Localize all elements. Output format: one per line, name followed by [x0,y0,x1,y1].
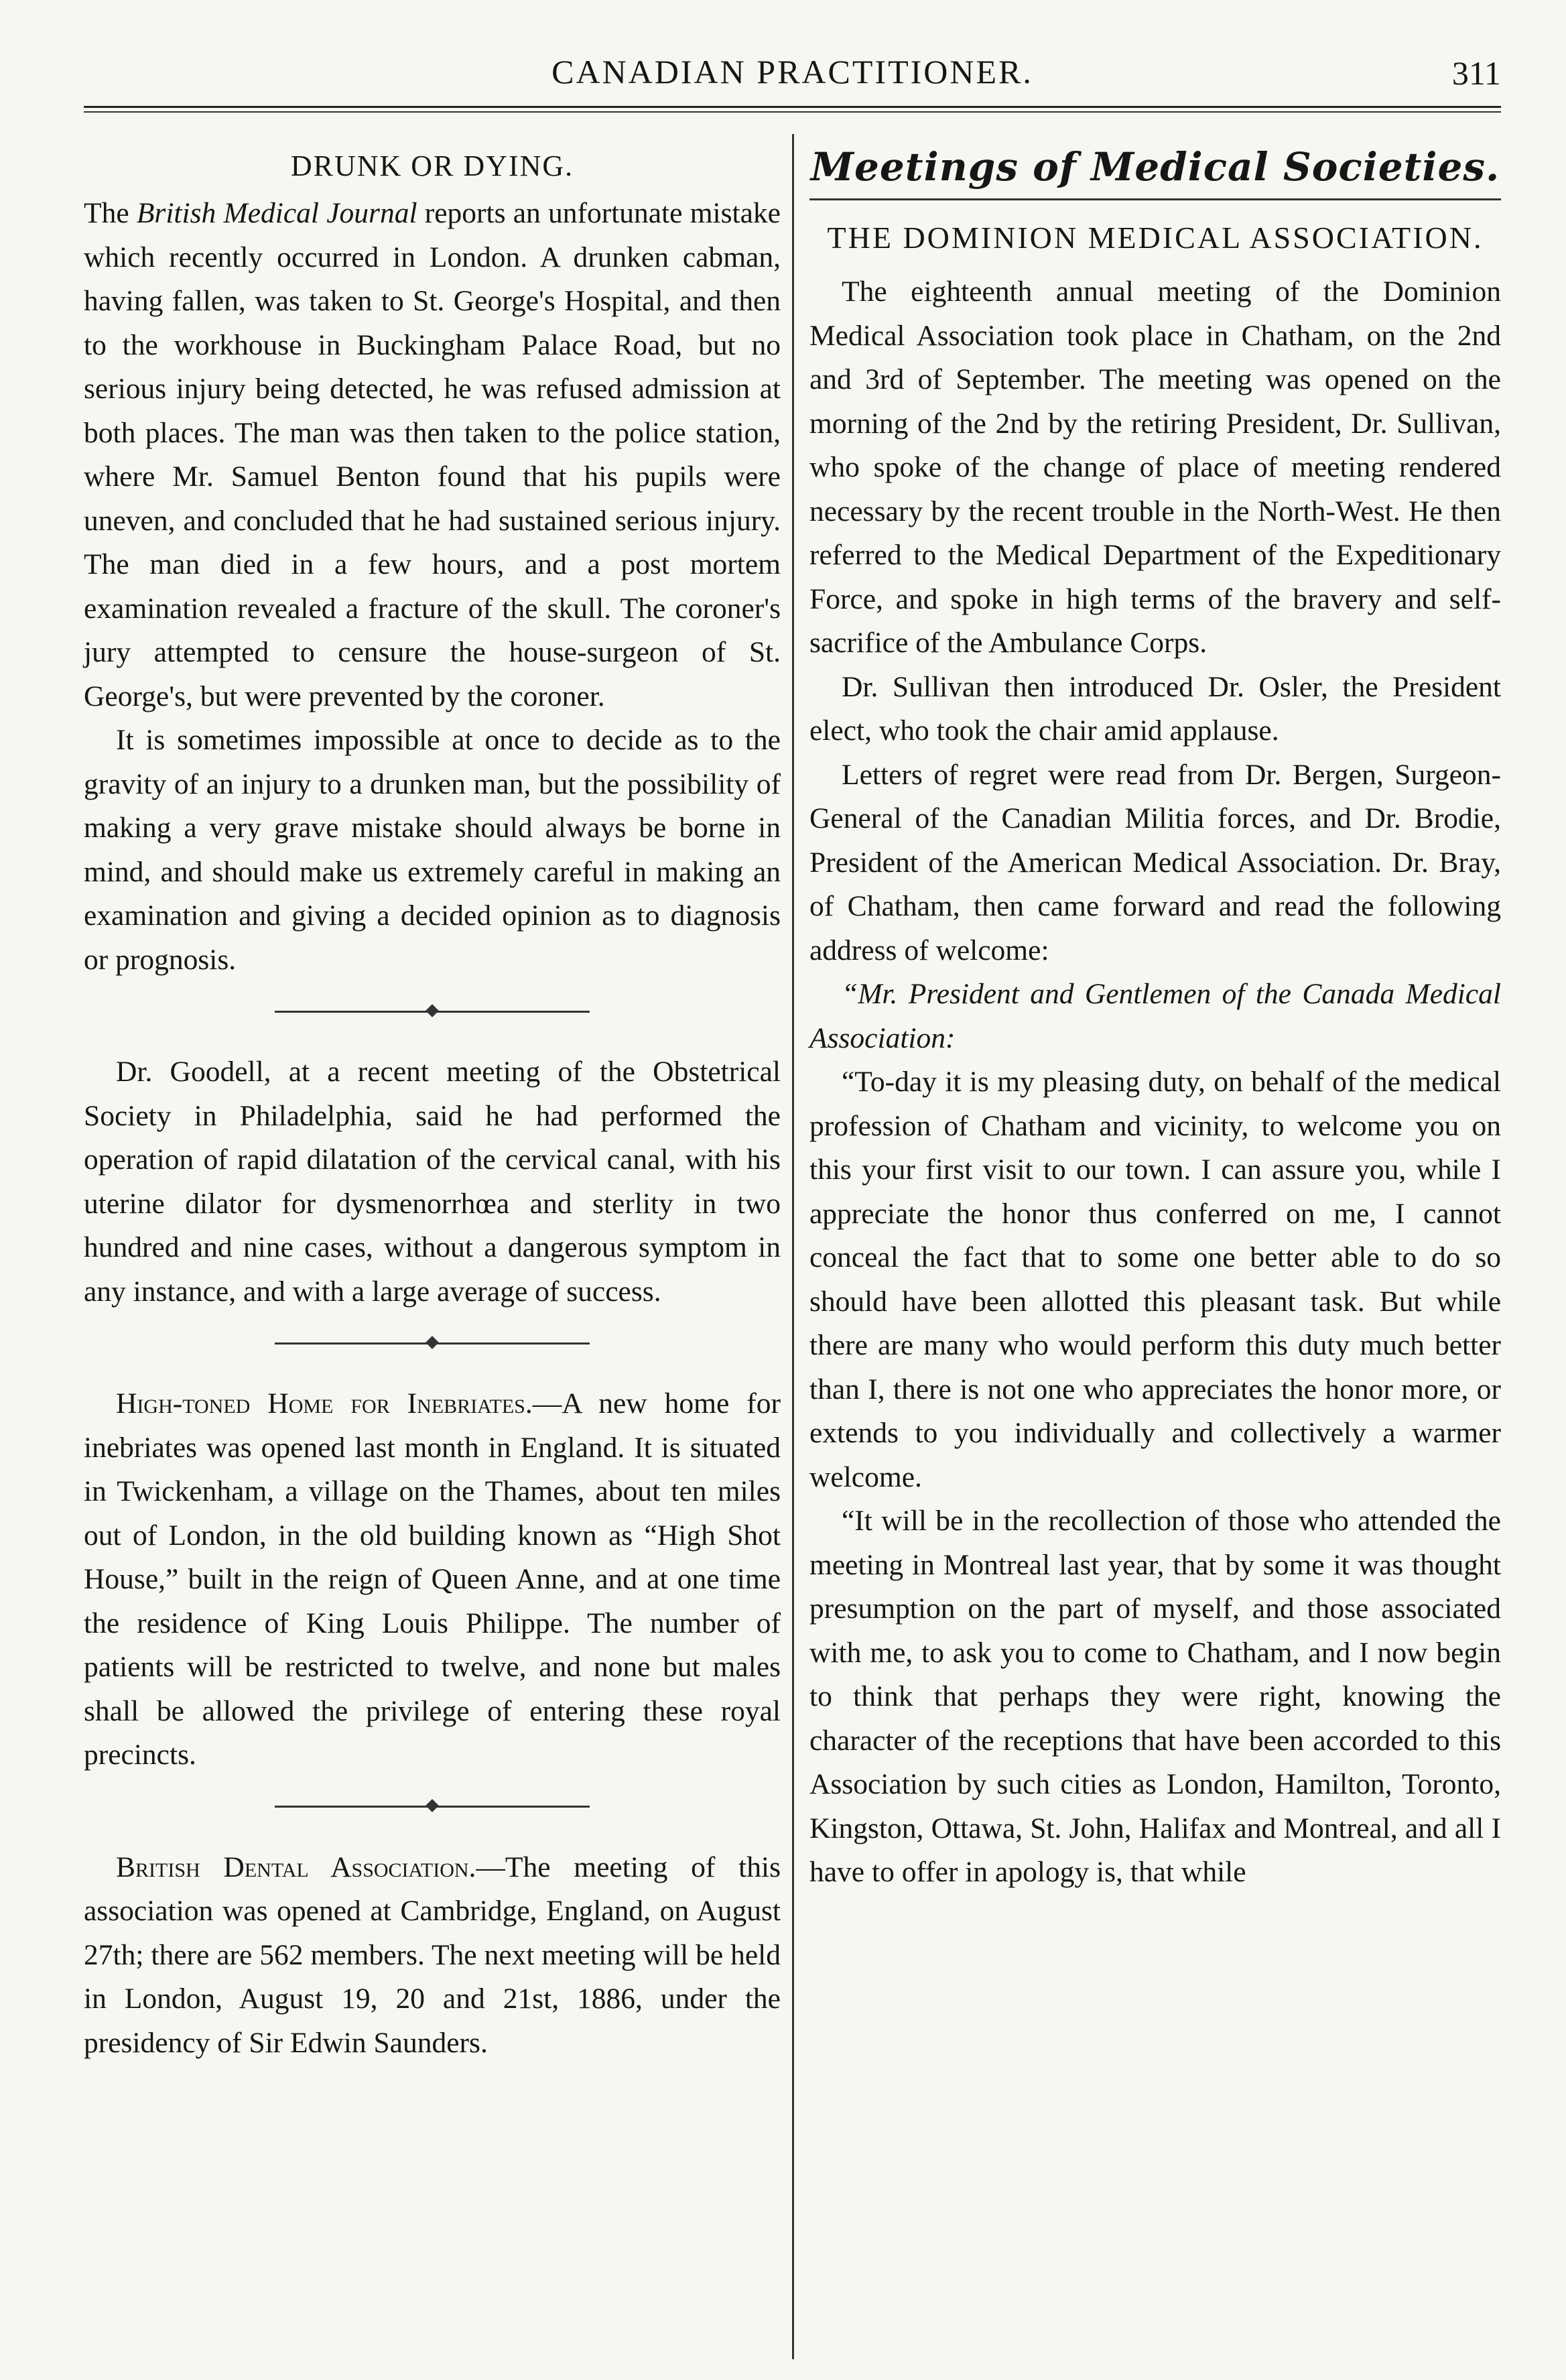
note-text: —The meeting of this association was opened at Cambridge, England, on August 27th; there are 562 members. The next meeting will be held in London, August 19, 20 and 21st, 1886, under the presidency of Sir Edwin Saunders. [84,1851,781,2059]
article-heading-drunk-or-dying: DRUNK OR DYING. [290,149,574,182]
text-run: The [84,197,137,229]
article-paragraph: The eighteenth annual meeting of the Dominion Medical Association took place in Chatham, on the 2nd and 3rd of September. The meeting was opened on the morning of the 2nd by the retiring President, Dr. Sullivan, who spoke of the change of place of meeting rendered necessary by the recent trouble in the North-West. He then referred to the Medical Department of the Expeditionary Force, and spoke in high terms of the bravery and self-sacrifice of the Ambulance Corps. [809,275,1501,659]
article-paragraph: Letters of regret were read from Dr. Bergen, Surgeon-General of the Canadian Militia forces, and Dr. Brodie, President of the American Medical Association. Dr. Bray, of Chatham, then came forward and read the following address of welcome: [809,758,1501,966]
note-goodell: Dr. Goodell, at a recent meeting of the Obstetrical Society in Philadelphia, said he had performed the operation of rapid dilatation of the cervical canal, with his uterine dilator for dysmenorrhœa and sterlity in two hundred and nine cases, without a dangerous symptom in any instance, and with a large average of success. [84,1056,781,1308]
note-inebriates [84,1382,781,1777]
section-title: Meetings of Medical Societies. [810,144,1500,190]
separator-ornament [275,1342,590,1344]
separator-ornament [275,1011,590,1013]
article-paragraph [84,192,781,718]
article-heading-dominion: THE DOMINION MEDICAL ASSOCIATION. [827,221,1484,255]
section-title-rule [809,198,1501,200]
article-paragraph: “It will be in the recollection of those who attended the meeting in Montreal last year, that by some it was thought presumption on the part of myself, and those associated with me, to ask you to come to Chatham, and I now begin to think that perhaps they were right, knowing the character of the receptions that have been accorded to this Association by such cities as London, Hamilton, Toronto, Kingston, Ottawa, St. John, Halifax and Montreal, and all I have to offer in apology is, that while [809,1505,1501,1888]
note-title: High-toned Home for Inebriates. [116,1387,533,1420]
article-paragraph: It is sometimes impossible at once to decide as to the gravity of an injury to a drunken man, but the possibility of making a very grave mistake should always be borne in mind, and should make us extremely careful in making an examination and giving a decided opinion as to diagnosis or prognosis. [84,724,781,976]
note-text: —A new home for inebriates was opened last month in England. It is situated in Twickenham, a village on the Thames, about ten miles out of London, in the old building known as “High Shot House,” built in the reign of Queen Anne, and at one time the residence of King Louis Philippe. The number of patients will be restricted to twelve, and none but males shall be allowed the privilege of entering these royal precincts. [84,1387,781,1771]
article-paragraph: Dr. Sullivan then introduced Dr. Osler, the President elect, who took the chair amid applause. [809,670,1501,747]
text-run: reports an unfortunate mistake which recently occurred in London. A drunken cabman, having fallen, was taken to St. George's Hospital, and then to the workhouse in Buckingham Palace Road, but no serious injury being detected, he was refused admission at both places. The man was then taken to the police station, where Mr. Samuel Benton found that his pupils were uneven, and concluded that he had sustained serious injury. The man died in a few hours, and a post mortem examination revealed a fracture of the skull. The coroner's jury attempted to censure the house-surgeon of St. George's, but were prevented by the coroner. [84,197,781,712]
column-divider [792,134,794,2359]
separator-ornament [275,1806,590,1808]
page-number: 311 [1451,54,1501,92]
note-dental [84,1846,781,2066]
header-rule-secondary [84,111,1501,113]
section-separator [84,1332,781,1359]
left-column [84,146,781,2065]
journal-title: British Medical Journal [136,197,417,229]
address-salutation: “Mr. President and Gentlemen of the Canada Medical Association: [809,978,1501,1054]
header-rule [84,106,1501,108]
running-head [84,47,1501,101]
section-separator [84,1001,781,1027]
section-separator [84,1796,781,1823]
right-column [809,146,1501,1895]
running-title: CANADIAN PRACTITIONER. [551,53,1033,90]
article-paragraph: “To-day it is my pleasing duty, on behalf of the medical profession of Chatham and vicinity, to welcome you on this your first visit to our town. I can assure you, while I appreciate the honor thus conferred on me, I cannot conceal the fact that to some one better able to do so should have been allotted this pleasant task. But while there are many who would perform this duty much better than I, there is not one who appreciates the honor more, or extends to you individually and collectively a warmer welcome. [809,1066,1501,1493]
note-title: British Dental Association. [116,1851,476,1883]
